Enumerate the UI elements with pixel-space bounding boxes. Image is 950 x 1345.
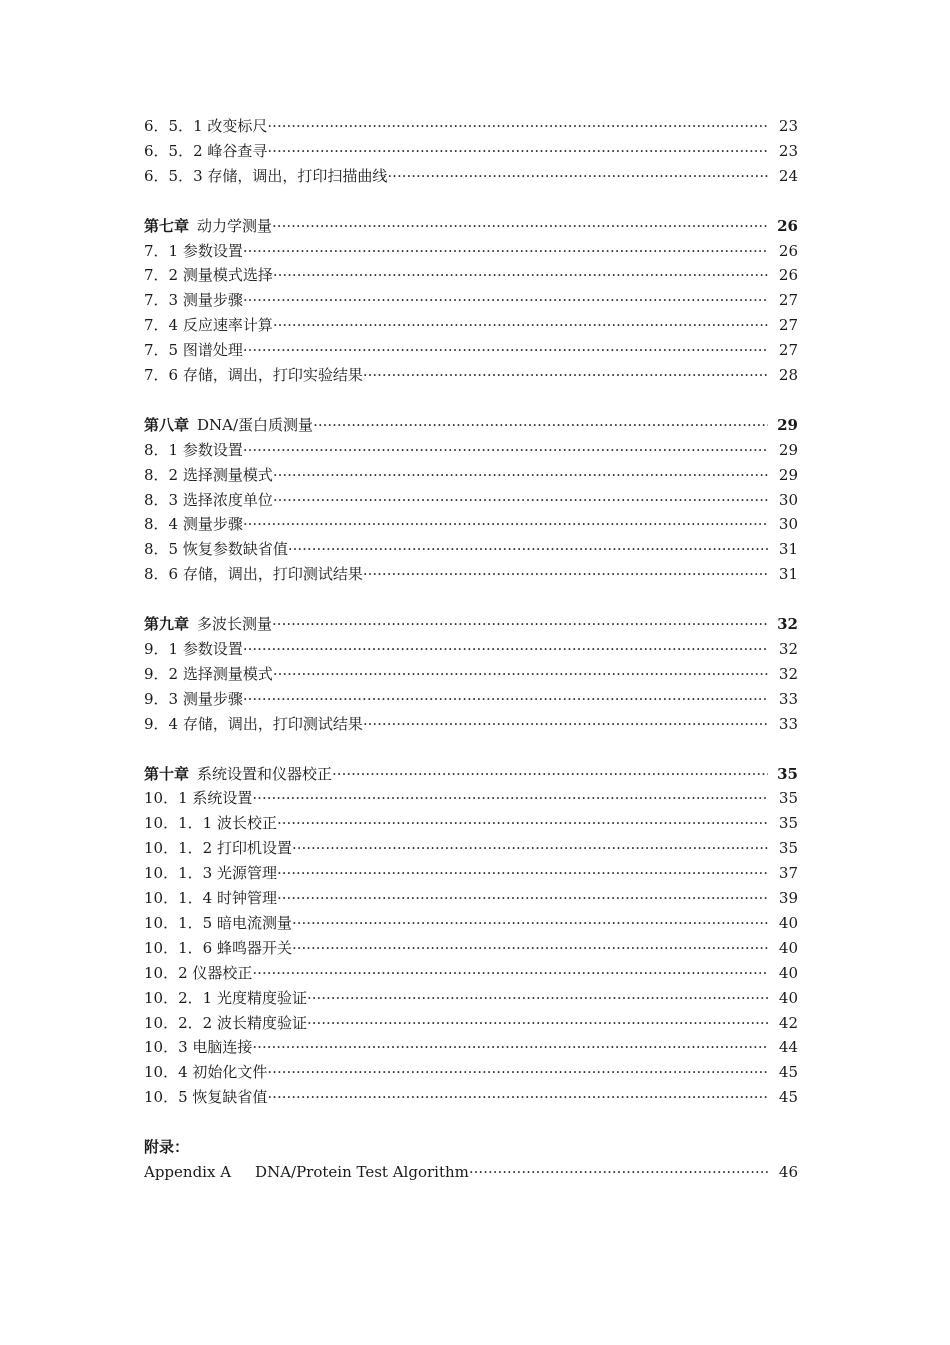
toc-entry-page: 33 [778,714,798,733]
leader-dots [292,836,768,861]
toc-entry[interactable] [144,512,798,537]
leader-dots [273,313,768,338]
toc-entry[interactable] [144,886,798,911]
toc-entry-label: 6．5．2 峰谷查寻 [144,141,268,160]
leader-dots [277,861,768,886]
toc-entry-page: 27 [778,341,798,360]
chapter-heading[interactable] [144,214,798,239]
toc-entry-label: 10．5 恢复缺省值 [144,1088,268,1107]
chapter-heading-label [144,214,272,239]
toc-entry-page: 44 [778,1038,798,1057]
toc-entry[interactable] [144,662,798,687]
toc-entry-label: 9．1 参数设置 [144,640,243,659]
chapter-heading[interactable] [144,762,798,787]
toc-entry-page: 27 [778,316,798,335]
toc-entry-label: 10．1 系统设置 [144,789,253,808]
toc-entry-page: 26 [778,241,798,260]
appendix-entry[interactable] [144,1160,798,1185]
chapter-title: 多波长测量 [197,615,273,634]
leader-dots [272,214,768,239]
toc-entry[interactable] [144,861,798,886]
toc-entry-page: 24 [778,166,798,185]
toc-entry-label: 8．5 恢复参数缺省值 [144,540,288,559]
toc-entry-label: 8．1 参数设置 [144,440,243,459]
toc-entry-label: 10．3 电脑连接 [144,1038,253,1057]
toc-entry-label: 7．1 参数设置 [144,241,243,260]
toc-entry-label: 8．2 选择测量模式 [144,465,273,484]
toc-entry-label: 6．5．1 改变标尺 [144,117,268,135]
chapter-number: 第十章 [144,764,190,783]
toc-entry-label: 7．5 图谱处理 [144,341,243,360]
chapter-number: 第七章 [144,216,190,235]
toc-entry-page: 23 [778,141,798,160]
toc-entry[interactable] [144,164,798,189]
chapter-number: 第八章 [144,415,190,434]
toc-entry-page: 42 [778,1013,798,1032]
toc-entry[interactable] [144,463,798,488]
chapter-page: 29 [777,415,798,434]
leader-dots [243,687,768,712]
toc-entry[interactable] [144,1060,798,1085]
toc-entry-label: 10．2．2 波长精度验证 [144,1013,307,1032]
leader-dots [307,986,768,1011]
leader-dots [273,662,768,687]
leader-dots [277,886,768,911]
appendix-entry-page: 46 [778,1162,798,1181]
toc-entry-page: 29 [778,440,798,459]
toc-entry[interactable] [144,911,798,936]
chapter-title: DNA/蛋白质测量 [197,415,314,434]
toc-entry-label: 7．6 存储，调出，打印实验结果 [144,366,363,385]
toc-entry[interactable] [144,961,798,986]
toc-entry-page: 30 [778,490,798,509]
chapter-page: 35 [777,764,798,783]
toc-entry[interactable] [144,313,798,338]
toc-entry[interactable] [144,986,798,1011]
toc-entry-label: 9．3 测量步骤 [144,689,243,708]
toc-entry-label: 10．1．4 时钟管理 [144,889,277,908]
toc-entry[interactable] [144,438,798,463]
toc-entry-page: 45 [778,1088,798,1107]
toc-entry-page: 37 [778,864,798,883]
toc-entry-label: 6．5．3 存储，调出，打印扫描曲线 [144,166,388,185]
toc-entry-page: 32 [778,664,798,683]
toc-entry[interactable] [144,1085,798,1110]
toc-entry[interactable] [144,263,798,288]
toc-entry[interactable] [144,114,798,139]
toc-section-appendix [144,1135,798,1185]
chapter-title: 动力学测量 [197,216,273,235]
table-of-contents [144,114,798,1210]
toc-entry[interactable] [144,239,798,264]
leader-dots [387,164,768,189]
leader-dots [243,239,768,264]
toc-entry-page: 35 [778,839,798,858]
toc-entry-label: 10．1．1 波长校正 [144,814,277,833]
toc-entry-label: 10．2 仪器校正 [144,963,253,982]
chapter-page: 32 [777,615,798,634]
leader-dots [272,612,768,637]
leader-dots [292,911,768,936]
leader-dots [243,338,768,363]
leader-dots [273,463,768,488]
toc-entry-label: 8．6 存储，调出，打印测试结果 [144,565,363,584]
chapter-title: 系统设置和仪器校正 [197,764,333,783]
toc-entry[interactable] [144,1035,798,1060]
toc-entry[interactable] [144,288,798,313]
leader-dots [363,562,768,587]
toc-entry[interactable] [144,936,798,961]
toc-entry-label: 10．1．2 打印机设置 [144,839,292,858]
toc-entry-page: 40 [778,988,798,1007]
chapter-heading-label [144,612,272,637]
leader-dots [292,936,768,961]
toc-entry-page: 27 [778,291,798,310]
leader-dots [277,811,768,836]
leader-dots [363,712,768,737]
appendix-heading: 附录： [144,1138,190,1157]
toc-entry-page: 28 [778,366,798,385]
toc-entry[interactable] [144,836,798,861]
leader-dots [243,637,768,662]
toc-section-6 [144,114,798,189]
chapter-heading-label [144,413,313,438]
toc-entry-page: 29 [778,465,798,484]
chapter-heading[interactable] [144,413,798,438]
toc-entry-page: 45 [778,1063,798,1082]
toc-entry-page: 30 [778,515,798,534]
chapter-page: 26 [777,216,798,235]
leader-dots [252,786,768,811]
toc-entry[interactable] [144,488,798,513]
leader-dots [273,263,768,288]
leader-dots [252,961,768,986]
leader-dots [288,537,768,562]
chapter-heading-label [144,762,332,787]
toc-entry[interactable] [144,1011,798,1036]
toc-entry-label: 9．2 选择测量模式 [144,664,273,683]
toc-entry-page: 26 [778,266,798,285]
toc-entry-page: 35 [778,789,798,808]
toc-entry-page: 35 [778,814,798,833]
leader-dots [267,1060,768,1085]
leader-dots [307,1011,768,1036]
toc-entry-page: 31 [778,565,798,584]
toc-entry-page: 40 [778,913,798,932]
toc-entry-page: 23 [778,117,798,135]
toc-entry[interactable] [144,637,798,662]
toc-entry-label: 10．1．3 光源管理 [144,864,277,883]
toc-entry[interactable] [144,562,798,587]
leader-dots [363,363,768,388]
toc-section-8 [144,413,798,587]
toc-entry-label: 10．4 初始化文件 [144,1063,268,1082]
leader-dots [469,1160,768,1185]
chapter-number: 第九章 [144,615,190,634]
toc-entry-label: 7．3 测量步骤 [144,291,243,310]
toc-entry-page: 31 [778,540,798,559]
toc-entry-page: 40 [778,938,798,957]
chapter-heading[interactable] [144,612,798,637]
leader-dots [273,488,768,513]
toc-entry-label: 10．1．6 蜂鸣器开关 [144,938,292,957]
leader-dots [252,1035,768,1060]
toc-entry-label: 10．1．5 暗电流测量 [144,913,292,932]
leader-dots [332,762,768,787]
toc-entry-label: 9．4 存储，调出，打印测试结果 [144,714,363,733]
toc-entry-label: 8．3 选择浓度单位 [144,490,273,509]
appendix-entry-label [144,1160,469,1185]
toc-entry-page: 39 [778,889,798,908]
toc-entry[interactable] [144,139,798,164]
toc-entry-label: 10．2．1 光度精度验证 [144,988,307,1007]
toc-section-7 [144,214,798,388]
leader-dots [267,114,768,139]
toc-section-10 [144,762,798,1110]
toc-entry[interactable] [144,786,798,811]
leader-dots [243,288,768,313]
toc-section-9 [144,612,798,736]
toc-entry-label: 8．4 测量步骤 [144,515,243,534]
toc-entry[interactable] [144,338,798,363]
toc-entry-page: 32 [778,640,798,659]
leader-dots [243,438,768,463]
leader-dots [243,512,768,537]
toc-entry[interactable] [144,363,798,388]
toc-entry-page: 33 [778,689,798,708]
toc-entry[interactable] [144,537,798,562]
leader-dots [267,139,768,164]
leader-dots [267,1085,768,1110]
toc-entry-label: 7．2 测量模式选择 [144,266,273,285]
toc-entry-page: 40 [778,963,798,982]
appendix-title: DNA/Protein Test Algorithm [255,1162,469,1181]
leader-dots [313,413,768,438]
toc-entry[interactable] [144,712,798,737]
appendix-id: Appendix A [144,1162,232,1181]
toc-entry[interactable] [144,811,798,836]
toc-entry-label: 7．4 反应速率计算 [144,316,273,335]
toc-entry[interactable] [144,687,798,712]
